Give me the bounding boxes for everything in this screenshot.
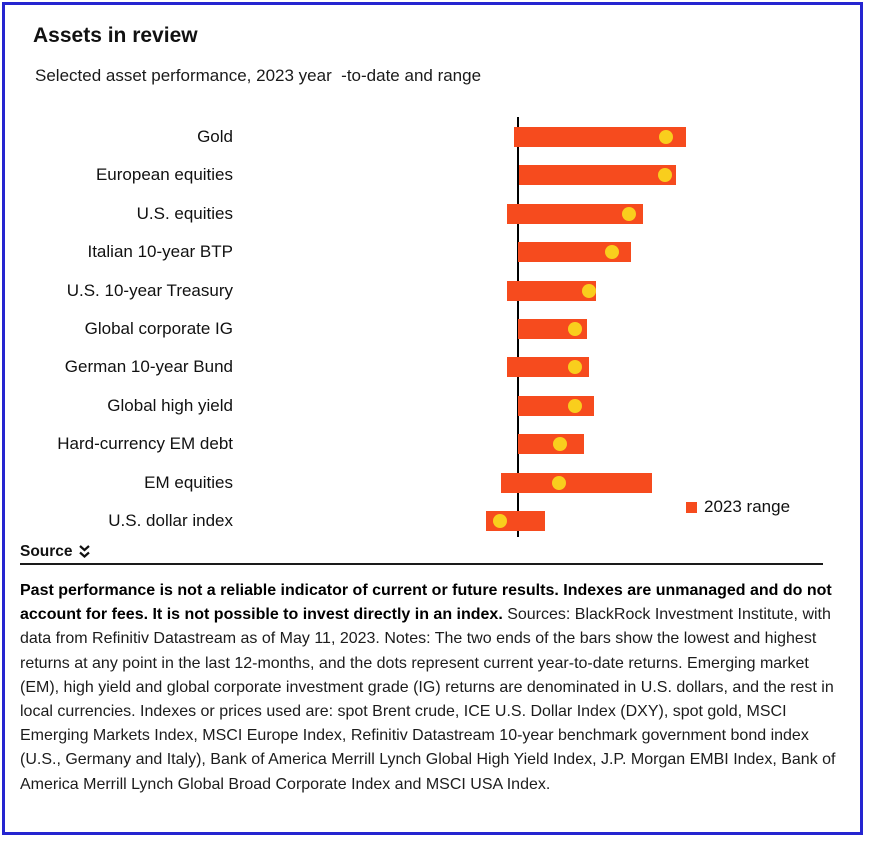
source-toggle[interactable]: [20, 543, 91, 561]
double-chevron-down-icon: [78, 544, 91, 560]
category-label: EM equities: [144, 472, 233, 492]
range-bar: [518, 434, 584, 454]
disclaimer-footnote: [20, 579, 846, 797]
source-label: Source: [20, 543, 73, 560]
category-label: Global high yield: [107, 395, 233, 415]
disclaimer-regular-text: Sources: BlackRock Investment Institute, with data from Refinitiv Datastream as of May 11, 2023. Notes: The two ends of the bars show the lowest and highest returns at any point in the last 12-months, and the dots represent current year-to-date returns. Emerging market (EM), high yield and global corporate investment grade (IG) returns are denominated in U.S. dollars, and the rest in local currencies. Indexes or prices used are: spot Brent crude, ICE U.S. Dollar Index (DXY), spot gold, MSCI Emerging Markets Index, MSCI Europe Index, Refinitiv Datastream 10-year benchmark government bond index (U.S., Germany and Italy), Bank of America Merrill Lynch Global High Yield Index, J.P. Morgan EMBI Index, Bank of America Merrill Lynch Global Broad Corporate Index and MSCI USA Index.: [20, 606, 836, 793]
source-divider: [20, 563, 823, 565]
page-subtitle: Selected asset performance, 2023 year -to-date and range: [35, 66, 482, 85]
category-label: U.S. equities: [136, 203, 233, 223]
category-label: Global corporate IG: [84, 319, 233, 338]
range-bar: [518, 396, 594, 416]
disclaimer-bold-text: Past performance is not a reliable indicator of current or future results. Indexes are unmanaged and do not account for fees. It is not possible to invest directly in an index.: [20, 582, 832, 624]
category-label: German 10-year Bund: [64, 357, 233, 377]
page-title: Assets in review: [33, 24, 198, 47]
legend-label: 2023 range: [704, 497, 791, 516]
ytd-dot: [493, 514, 507, 528]
category-label: U.S. 10-year Treasury: [66, 280, 233, 300]
category-label: European equities: [95, 165, 233, 185]
ytd-dot: [582, 284, 596, 298]
chart-legend: [686, 497, 790, 517]
category-label: Italian 10-year BTP: [87, 242, 233, 262]
range-bar: [519, 165, 676, 185]
ytd-dot: [622, 207, 636, 221]
category-label: Hard-currency EM debt: [57, 434, 233, 454]
ytd-dot: [605, 245, 619, 259]
range-bar: [501, 473, 652, 493]
legend-swatch-2023-range: [686, 502, 697, 513]
ytd-dot: [552, 476, 566, 490]
category-label: Gold: [197, 127, 233, 146]
category-label: U.S. dollar index: [108, 511, 233, 530]
